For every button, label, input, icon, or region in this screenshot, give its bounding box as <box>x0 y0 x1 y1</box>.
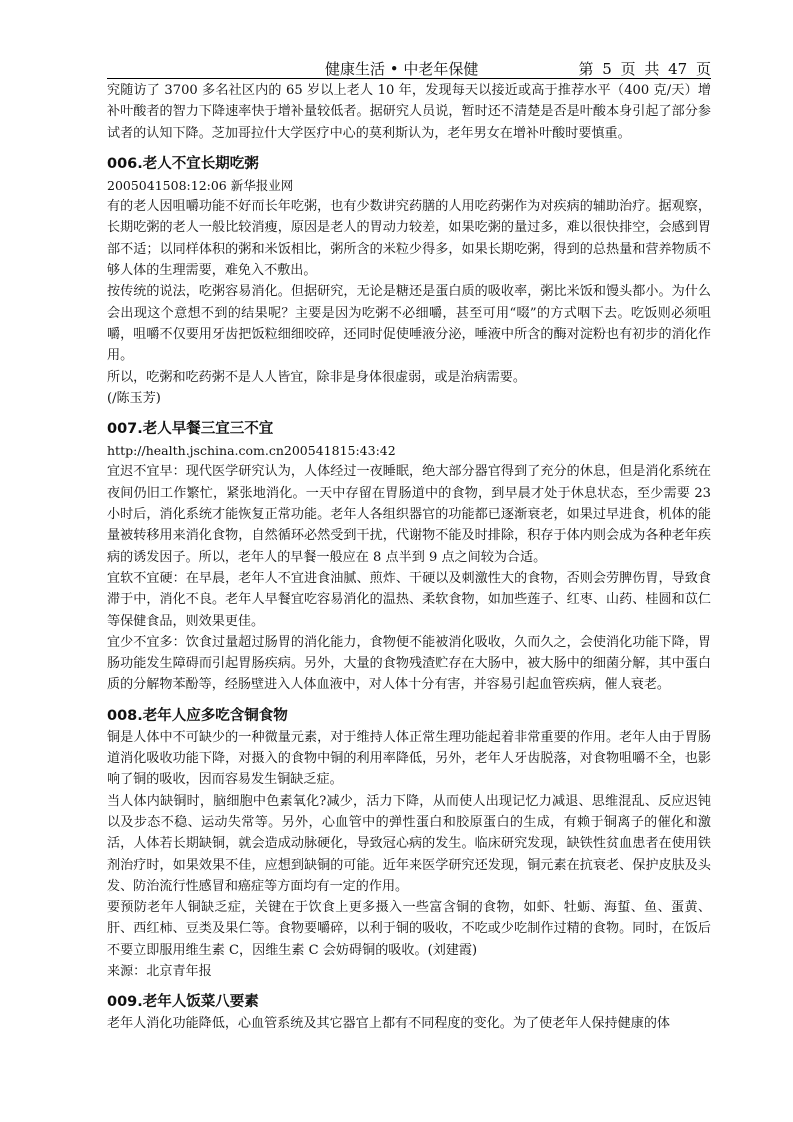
paragraph: 要预防老年人铜缺乏症，关键在于饮食上更多摄入一些富含铜的食物，如虾、牡蛎、海蜇、鱼、蛋黄、肝、西红柿、豆类及果仁等。食物要嚼碎，以利于铜的吸收，不吃或少吃制作过精的食物。同时，在饭后不要立即服用维生素 C，因维生素 C 会妨碍铜的吸收。(刘建霞) <box>107 900 711 958</box>
article-title: 008.老年人应多吃含铜食物 <box>107 707 288 724</box>
paragraph: 按传统的说法，吃粥容易消化。但据研究，无论是糖还是蛋白质的吸收率，粥比米饭和馒头都小。为什么会出现这个意想不到的结果呢？主要是因为吃粥不必细嚼，甚至可用“啜”的方式咽下去。吃饭则必须咀嚼，咀嚼不仅要用牙齿把饭粒细细咬碎，还同时促使唾液分泌，唾液中所含的酶对淀粉也有初步的消化作用。 <box>107 284 711 364</box>
article-009 <box>107 991 711 1034</box>
source-credit: 来源：北京青年报 <box>107 963 212 979</box>
article-006 <box>107 153 711 409</box>
article-title: 007.老人早餐三宜三不宜 <box>107 421 274 438</box>
article-title: 009.老年人饭菜八要素 <box>107 994 259 1011</box>
paragraph: 有的老人因咀嚼功能不好而长年吃粥，也有少数讲究药膳的人用吃药粥作为对疾病的辅助治疗。据观察，长期吃粥的老人一般比较消瘦，原因是老人的胃动力较差，如果吃粥的量过多，难以很快排空，会感到胃部不适；以同样体积的粥和米饭相比，粥所含的米粒少得多，如果长期吃粥，得到的总热量和营养物质不够人体的生理需要，难免入不敷出。 <box>107 199 711 279</box>
page-number: 第 5 页 共 47 页 <box>578 60 711 78</box>
header-title: 健康生活 • 中老年保健 <box>325 60 479 78</box>
paragraph: 宜软不宜硬：在早晨，老年人不宜进食油腻、煎炸、干硬以及刺激性大的食物，否则会劳脾伤胃，导致食滞于中，消化不良。老年人早餐宜吃容易消化的温热、柔软食物，如加些莲子、红枣、山药、桂圆和苡仁等保健食品，则效果更佳。 <box>107 570 711 629</box>
article-meta: 2005041508:12:06 新华报业网 <box>107 177 294 193</box>
article-007 <box>107 418 711 696</box>
paragraph: 所以，吃粥和吃药粥不是人人皆宜，除非是身体很虚弱，或是治病需要。 <box>107 369 526 385</box>
paragraph: 宜少不宜多：饮食过量超过肠胃的消化能力，食物便不能被消化吸收，久而久之，会使消化功能下降，胃肠功能发生障碍而引起胃肠疾病。另外，大量的食物残渣贮存在大肠中，被大肠中的细菌分解，其中蛋白质的分解物苯酚等，经肠壁进入人体血液中，对人体十分有害，并容易引起血管疾病，催人衰老。 <box>107 634 711 693</box>
paragraph: 老年人消化功能降低，心血管系统及其它器官上都有不同程度的变化。为了使老年人保持健康的体 <box>107 1016 671 1032</box>
article-title: 006.老人不宜长期吃粥 <box>107 155 259 172</box>
document-body <box>107 80 711 1035</box>
paragraph: 当人体内缺铜时，脑细胞中色素氧化?减少，活力下降，从而使人出现记忆力减退、思维混乱、反应迟钝以及步态不稳、运动失常等。另外，心血管中的弹性蛋白和胶原蛋白的生成，有赖于铜离子的催化和激活，人体若长期缺铜，就会造成动脉硬化，导致冠心病的发生。临床研究发现，缺铁性贫血患者在使用铁剂治疗时，如果效果不佳，应想到缺铜的可能。近年来医学研究还发现，铜元素在抗衰老、保护皮肤及头发、防治流行性感冒和癌症等方面均有一定的作用。 <box>107 793 711 894</box>
paragraph: 铜是人体中不可缺少的一种微量元素，对于维持人体正常生理功能起着非常重要的作用。老年人由于胃肠道消化吸收功能下降，对摄入的食物中铜的利用率降低，另外，老年人牙齿脱落，对食物咀嚼不全，也影响了铜的吸收，因而容易发生铜缺乏症。 <box>107 729 711 788</box>
author-credit: (/陈玉芳) <box>107 390 161 406</box>
page-header <box>107 58 711 79</box>
article-008 <box>107 705 711 983</box>
paragraph: 宜迟不宜早：现代医学研究认为，人体经过一夜睡眠，绝大部分器官得到了充分的休息，但是消化系统在夜间仍旧工作繁忙，紧张地消化。一天中存留在胃肠道中的食物，到早晨才处于休息状态，至少需要 23 小时后，消化系统才能恢复正常功能。老年人各组织器官的功能都已逐渐衰老，如果过早进食，机体的能量被转移用来消化食物，自然循环必然受到干扰，代谢物不能及时排除，积存于体内则会成为各种老年疾病的诱发因子。所以，老年人的早餐一般应在 8 点半到 9 点之间较为合适。 <box>107 464 711 565</box>
article-meta: http://health.jschina.com.cn200541815:43:42 <box>107 443 396 459</box>
intro-paragraph: 究随访了 3700 多名社区内的 65 岁以上老人 10 年，发现每天以接近或高于推荐水平（400 克/天）增补叶酸者的智力下降速率快于增补量较低者。据研究人员说，暂时还不清楚是否是叶酸本身引起了部分参试者的认知下降。芝加哥拉什大学医疗中心的莫利斯认为，老年男女在增补叶酸时要慎重。 <box>107 83 711 141</box>
